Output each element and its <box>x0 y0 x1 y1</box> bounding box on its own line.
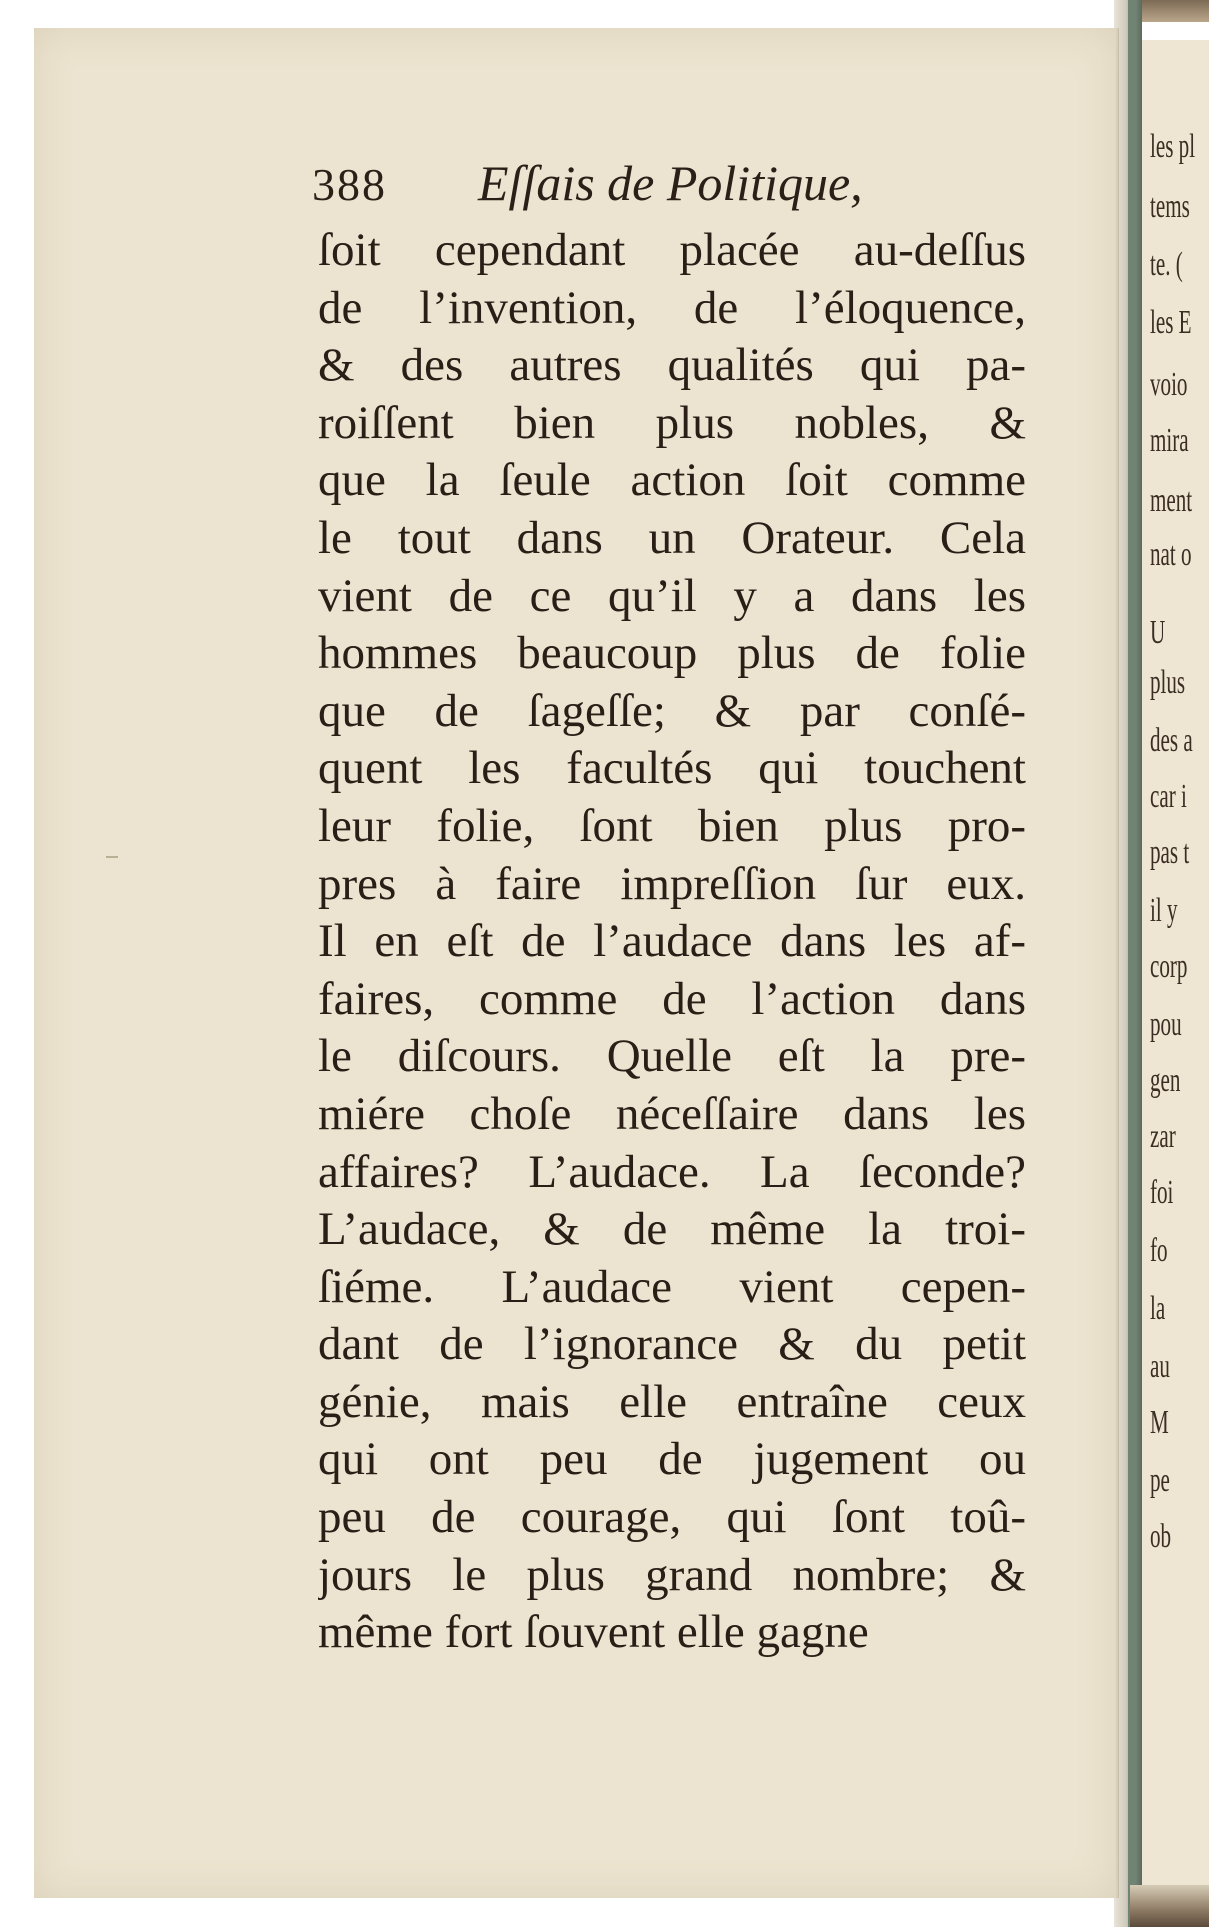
adjacent-page-fragment: il y <box>1150 892 1178 929</box>
text-line: miére choſe néceſſaire dans les <box>318 1087 1026 1140</box>
adjacent-page-fragment: zar <box>1150 1118 1176 1155</box>
page-number: 388 <box>312 159 387 210</box>
text-line: que de ſageſſe; & par conſé- <box>318 684 1026 737</box>
paper-mark <box>106 856 118 858</box>
adjacent-page-fragment: pou <box>1150 1006 1182 1043</box>
text-line: Il en eſt de l’audace dans les af- <box>318 915 1026 968</box>
text-line: ſiéme. L’audace vient cepen- <box>318 1260 1026 1313</box>
adjacent-page-fragment: corp <box>1150 948 1188 985</box>
adjacent-page-fragment: tems <box>1150 188 1190 225</box>
adjacent-page-fragment: les pl <box>1150 128 1196 165</box>
text-line: même fort ſouvent elle gagne <box>318 1606 869 1659</box>
adjacent-page-fragment: ob <box>1150 1518 1172 1555</box>
adjacent-page-fragment: des a <box>1150 722 1193 759</box>
adjacent-page-fragment: plus <box>1150 664 1186 701</box>
adjacent-page-fragment: voio <box>1150 366 1188 403</box>
text-line: qui ont peu de jugement ou <box>318 1433 1026 1486</box>
adjacent-page-fragment: gen <box>1150 1062 1181 1099</box>
book-footband <box>1130 1885 1209 1927</box>
text-line: le diſcours. Quelle eſt la pre- <box>318 1030 1026 1083</box>
adjacent-page-fragment: ment <box>1150 482 1193 519</box>
text-line: affaires? L’audace. La ſeconde? <box>318 1145 1026 1198</box>
running-head <box>312 152 1032 222</box>
adjacent-page-fragment: au <box>1150 1348 1170 1385</box>
text-line: leur folie, ſont bien plus pro- <box>318 799 1026 852</box>
text-line: quent les facultés qui touchent <box>318 742 1026 795</box>
binding-board-edge <box>1128 0 1136 1927</box>
text-line: hommes beaucoup plus de folie <box>318 627 1026 680</box>
adjacent-page-fragment: M <box>1150 1404 1169 1441</box>
adjacent-page-fragment: fo <box>1150 1232 1168 1269</box>
body-text <box>318 222 1026 1662</box>
adjacent-page-fragment: U <box>1150 614 1166 651</box>
adjacent-page-fragment: la <box>1150 1290 1166 1327</box>
text-line: L’audace, & de même la troi- <box>318 1203 1026 1256</box>
adjacent-page-fragment: mira <box>1150 422 1189 459</box>
adjacent-page-fragment: foi <box>1150 1174 1174 1211</box>
text-line: vient de ce qu’il y a dans les <box>318 569 1026 622</box>
adjacent-page-fragment: car i <box>1150 778 1187 815</box>
adjacent-page-fragment: pas t <box>1150 834 1190 871</box>
text-line: roiſſent bien plus nobles, & <box>318 396 1026 449</box>
text-line: peu de courage, qui ſont toû- <box>318 1491 1026 1544</box>
adjacent-page-fragment: les E <box>1150 304 1192 341</box>
text-line: de l’invention, de l’éloquence, <box>318 281 1026 334</box>
adjacent-page-fragment: nat o <box>1150 536 1192 573</box>
text-line: génie, mais elle entraîne ceux <box>318 1375 1026 1428</box>
text-line: pres à faire impreſſion ſur eux. <box>318 857 1026 910</box>
adjacent-page-fragment: pe <box>1150 1462 1170 1499</box>
text-line: que la ſeule action ſoit comme <box>318 454 1026 507</box>
text-line: le tout dans un Orateur. Cela <box>318 511 1026 564</box>
adjacent-page-fragment: te. ( <box>1150 246 1183 283</box>
text-line: & des autres qualités qui pa- <box>318 339 1026 392</box>
running-title: Eſſais de Politique, <box>478 155 863 211</box>
text-line: jours le plus grand nombre; & <box>318 1548 1026 1601</box>
text-line: dant de l’ignorance & du petit <box>318 1318 1026 1371</box>
adjacent-page <box>1142 40 1209 1900</box>
text-line: ſoit cependant placée au-deſſus <box>318 224 1026 276</box>
text-line: faires, comme de l’action dans <box>318 972 1026 1025</box>
